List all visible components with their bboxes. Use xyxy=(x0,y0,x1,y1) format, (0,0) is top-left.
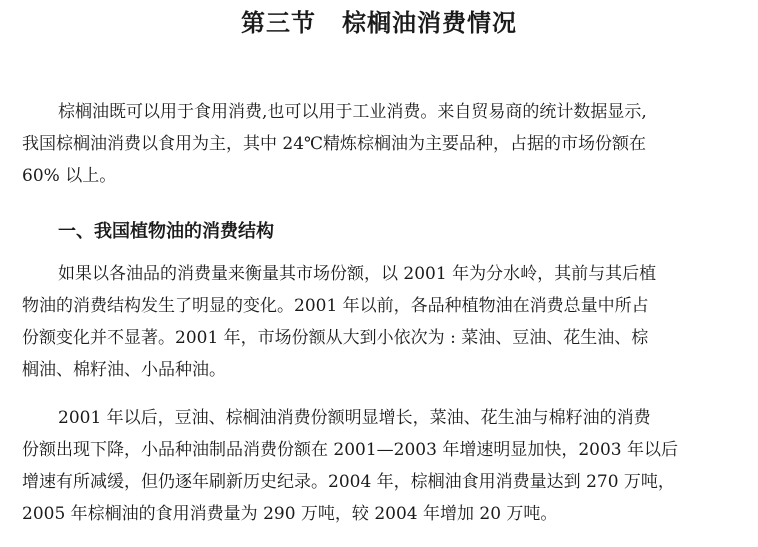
section-number: 第三节 xyxy=(241,9,316,37)
paragraph-line: 增速有所减缓，但仍逐年刷新历史纪录。2004 年，棕榈油食用消费量达到 270 万吨， xyxy=(22,472,675,492)
paragraph-line: 份额出现下降，小品种油制品消费份额在 2001—2003 年增速明显加快，2003 年以后 xyxy=(22,440,679,460)
paragraph-line: 份额变化并不显著。2001 年，市场份额从大到小依次为 : 菜油、豆油、花生油、棕 xyxy=(22,328,649,348)
paragraph-line: 我国棕榈油消费以食用为主，其中 24℃精炼棕榈油为主要品种，占据的市场份额在 xyxy=(22,134,647,154)
section-name: 棕榈油消费情况 xyxy=(342,9,517,37)
paragraph-line: 棕榈油既可以用于食用消费,也可以用于工业消费。来自贸易商的统计数据显示, xyxy=(58,102,647,122)
paragraph-line: 60% 以上。 xyxy=(22,166,117,186)
consumption-structure-paragraph-2 xyxy=(22,402,744,530)
paragraph-line: 物油的消费结构发生了明显的变化。2001 年以前，各品种植物油在消费总量中所占 xyxy=(22,296,649,316)
paragraph-line: 2001 年以后，豆油、棕榈油消费份额明显增长，菜油、花生油与棉籽油的消费 xyxy=(58,408,651,428)
subsection-heading: 一、我国植物油的消费结构 xyxy=(58,221,274,242)
intro-paragraph xyxy=(22,96,744,192)
paragraph-line: 榈油、棉籽油、小品种油。 xyxy=(22,360,226,380)
paragraph-line: 2005 年棕榈油的食用消费量为 290 万吨，较 2004 年增加 20 万吨。 xyxy=(22,504,558,524)
consumption-structure-paragraph-1 xyxy=(22,258,744,386)
paragraph-line: 如果以各油品的消费量来衡量其市场份额，以 2001 年为分水岭，其前与其后植 xyxy=(58,264,657,284)
section-title xyxy=(0,6,758,40)
